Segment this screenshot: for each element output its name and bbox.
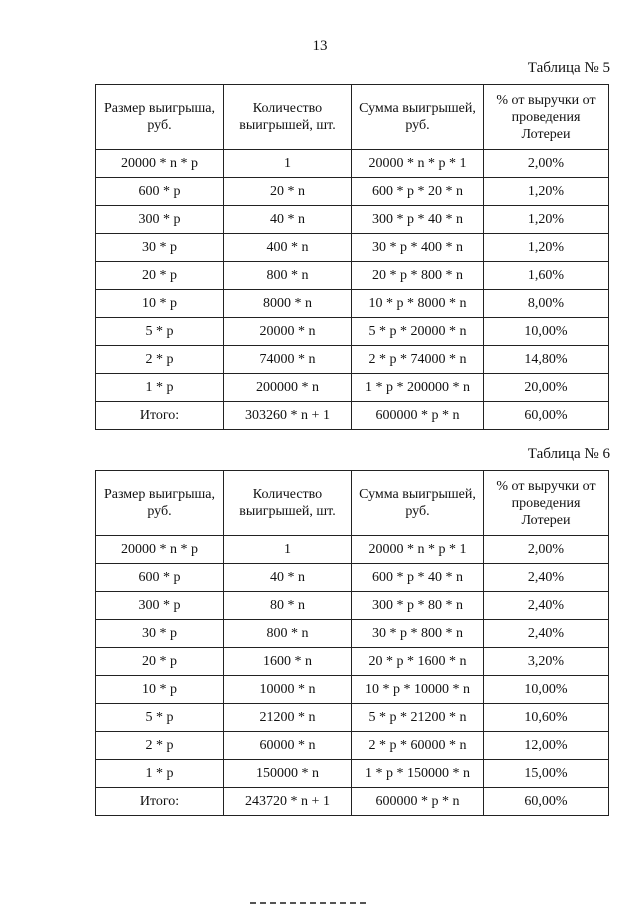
cell-revenue-percent: 2,00% <box>484 536 609 564</box>
table-row <box>96 648 609 676</box>
cell-prize-sum: 10 * p * 10000 * n <box>352 676 484 704</box>
header-prize-sum: Сумма выигрышей, руб. <box>352 85 484 150</box>
cell-prize-size: 5 * p <box>96 318 224 346</box>
cell-prize-size: 10 * p <box>96 290 224 318</box>
table-row <box>96 564 609 592</box>
cell-prize-count: 80 * n <box>224 592 352 620</box>
cell-prize-count: 20000 * n <box>224 318 352 346</box>
cell-revenue-percent: 8,00% <box>484 290 609 318</box>
cell-prize-sum: 600 * p * 40 * n <box>352 564 484 592</box>
cell-revenue-percent: 60,00% <box>484 788 609 816</box>
cell-revenue-percent: 20,00% <box>484 374 609 402</box>
table-total-row <box>96 402 609 430</box>
prize-table-5 <box>95 84 609 430</box>
cell-revenue-percent: 3,20% <box>484 648 609 676</box>
cell-prize-count: 20 * n <box>224 178 352 206</box>
cell-prize-count: 40 * n <box>224 206 352 234</box>
cell-revenue-percent: 60,00% <box>484 402 609 430</box>
cell-prize-sum: 300 * p * 80 * n <box>352 592 484 620</box>
cell-prize-size: 1 * p <box>96 374 224 402</box>
cell-revenue-percent: 15,00% <box>484 760 609 788</box>
table-row <box>96 234 609 262</box>
cell-prize-sum: 10 * p * 8000 * n <box>352 290 484 318</box>
cell-prize-count: 10000 * n <box>224 676 352 704</box>
cell-revenue-percent: 1,60% <box>484 262 609 290</box>
cell-prize-count: 60000 * n <box>224 732 352 760</box>
cell-prize-sum: 1 * p * 200000 * n <box>352 374 484 402</box>
cell-prize-size: Итого: <box>96 788 224 816</box>
table-row <box>96 620 609 648</box>
cell-prize-size: 2 * p <box>96 346 224 374</box>
cell-prize-count: 800 * n <box>224 262 352 290</box>
cell-prize-size: 30 * p <box>96 234 224 262</box>
table-5-caption: Таблица № 5 <box>527 60 610 76</box>
header-prize-count: Количество выигрышей, шт. <box>224 85 352 150</box>
cell-revenue-percent: 2,40% <box>484 592 609 620</box>
cell-prize-count: 40 * n <box>224 564 352 592</box>
cell-revenue-percent: 1,20% <box>484 234 609 262</box>
cell-prize-sum: 20000 * n * p * 1 <box>352 150 484 178</box>
cell-prize-size: 20 * p <box>96 648 224 676</box>
table-row <box>96 262 609 290</box>
cell-revenue-percent: 1,20% <box>484 206 609 234</box>
table-row <box>96 536 609 564</box>
table-row <box>96 206 609 234</box>
table-row <box>96 178 609 206</box>
cell-prize-sum: 600000 * p * n <box>352 788 484 816</box>
cell-prize-size: 20 * p <box>96 262 224 290</box>
cell-prize-sum: 30 * p * 400 * n <box>352 234 484 262</box>
cell-prize-size: 300 * p <box>96 592 224 620</box>
cell-prize-size: 600 * p <box>96 178 224 206</box>
cell-prize-sum: 20 * p * 800 * n <box>352 262 484 290</box>
table-row <box>96 732 609 760</box>
cell-prize-size: 1 * p <box>96 760 224 788</box>
cell-prize-size: 20000 * n * p <box>96 536 224 564</box>
table-row <box>96 318 609 346</box>
cell-prize-count: 303260 * n + 1 <box>224 402 352 430</box>
header-prize-count: Количество выигрышей, шт. <box>224 471 352 536</box>
cell-revenue-percent: 2,00% <box>484 150 609 178</box>
table-row <box>96 374 609 402</box>
header-revenue-percent: % от выручки от проведения Лотереи <box>484 85 609 150</box>
cell-prize-size: 5 * p <box>96 704 224 732</box>
cell-revenue-percent: 10,00% <box>484 676 609 704</box>
cell-prize-sum: 2 * p * 74000 * n <box>352 346 484 374</box>
cell-prize-count: 1 <box>224 536 352 564</box>
cell-prize-count: 74000 * n <box>224 346 352 374</box>
cell-prize-sum: 1 * p * 150000 * n <box>352 760 484 788</box>
table-6-caption: Таблица № 6 <box>527 446 610 462</box>
prize-table-6 <box>95 470 609 816</box>
cell-prize-count: 200000 * n <box>224 374 352 402</box>
cell-prize-count: 1 <box>224 150 352 178</box>
cell-revenue-percent: 10,60% <box>484 704 609 732</box>
cell-prize-count: 8000 * n <box>224 290 352 318</box>
cell-prize-sum: 5 * p * 21200 * n <box>352 704 484 732</box>
cell-prize-count: 1600 * n <box>224 648 352 676</box>
cell-prize-count: 800 * n <box>224 620 352 648</box>
cell-prize-count: 150000 * n <box>224 760 352 788</box>
cell-revenue-percent: 1,20% <box>484 178 609 206</box>
cell-prize-count: 21200 * n <box>224 704 352 732</box>
cell-prize-size: Итого: <box>96 402 224 430</box>
cell-revenue-percent: 2,40% <box>484 564 609 592</box>
cell-prize-size: 600 * p <box>96 564 224 592</box>
table-row <box>96 592 609 620</box>
table-header-row <box>96 85 609 150</box>
cell-prize-sum: 600 * p * 20 * n <box>352 178 484 206</box>
table-row <box>96 150 609 178</box>
table-row <box>96 290 609 318</box>
cell-revenue-percent: 14,80% <box>484 346 609 374</box>
cell-prize-sum: 300 * p * 40 * n <box>352 206 484 234</box>
table-row <box>96 760 609 788</box>
page-number: 13 <box>312 38 328 54</box>
cell-revenue-percent: 2,40% <box>484 620 609 648</box>
cell-prize-size: 2 * p <box>96 732 224 760</box>
cell-prize-sum: 20 * p * 1600 * n <box>352 648 484 676</box>
header-revenue-percent: % от выручки от проведения Лотереи <box>484 471 609 536</box>
table-total-row <box>96 788 609 816</box>
cell-prize-count: 243720 * n + 1 <box>224 788 352 816</box>
cell-revenue-percent: 10,00% <box>484 318 609 346</box>
cell-prize-size: 300 * p <box>96 206 224 234</box>
table-header-row <box>96 471 609 536</box>
cell-prize-sum: 600000 * p * n <box>352 402 484 430</box>
header-prize-sum: Сумма выигрышей, руб. <box>352 471 484 536</box>
cell-prize-sum: 5 * p * 20000 * n <box>352 318 484 346</box>
header-prize-size: Размер выигрыша, руб. <box>96 471 224 536</box>
cell-prize-size: 20000 * n * p <box>96 150 224 178</box>
cell-prize-sum: 20000 * n * p * 1 <box>352 536 484 564</box>
cell-prize-size: 30 * p <box>96 620 224 648</box>
table-row <box>96 346 609 374</box>
header-prize-size: Размер выигрыша, руб. <box>96 85 224 150</box>
table-row <box>96 676 609 704</box>
cell-prize-count: 400 * n <box>224 234 352 262</box>
table-row <box>96 704 609 732</box>
cell-revenue-percent: 12,00% <box>484 732 609 760</box>
cell-prize-sum: 30 * p * 800 * n <box>352 620 484 648</box>
cell-prize-sum: 2 * p * 60000 * n <box>352 732 484 760</box>
cell-prize-size: 10 * p <box>96 676 224 704</box>
